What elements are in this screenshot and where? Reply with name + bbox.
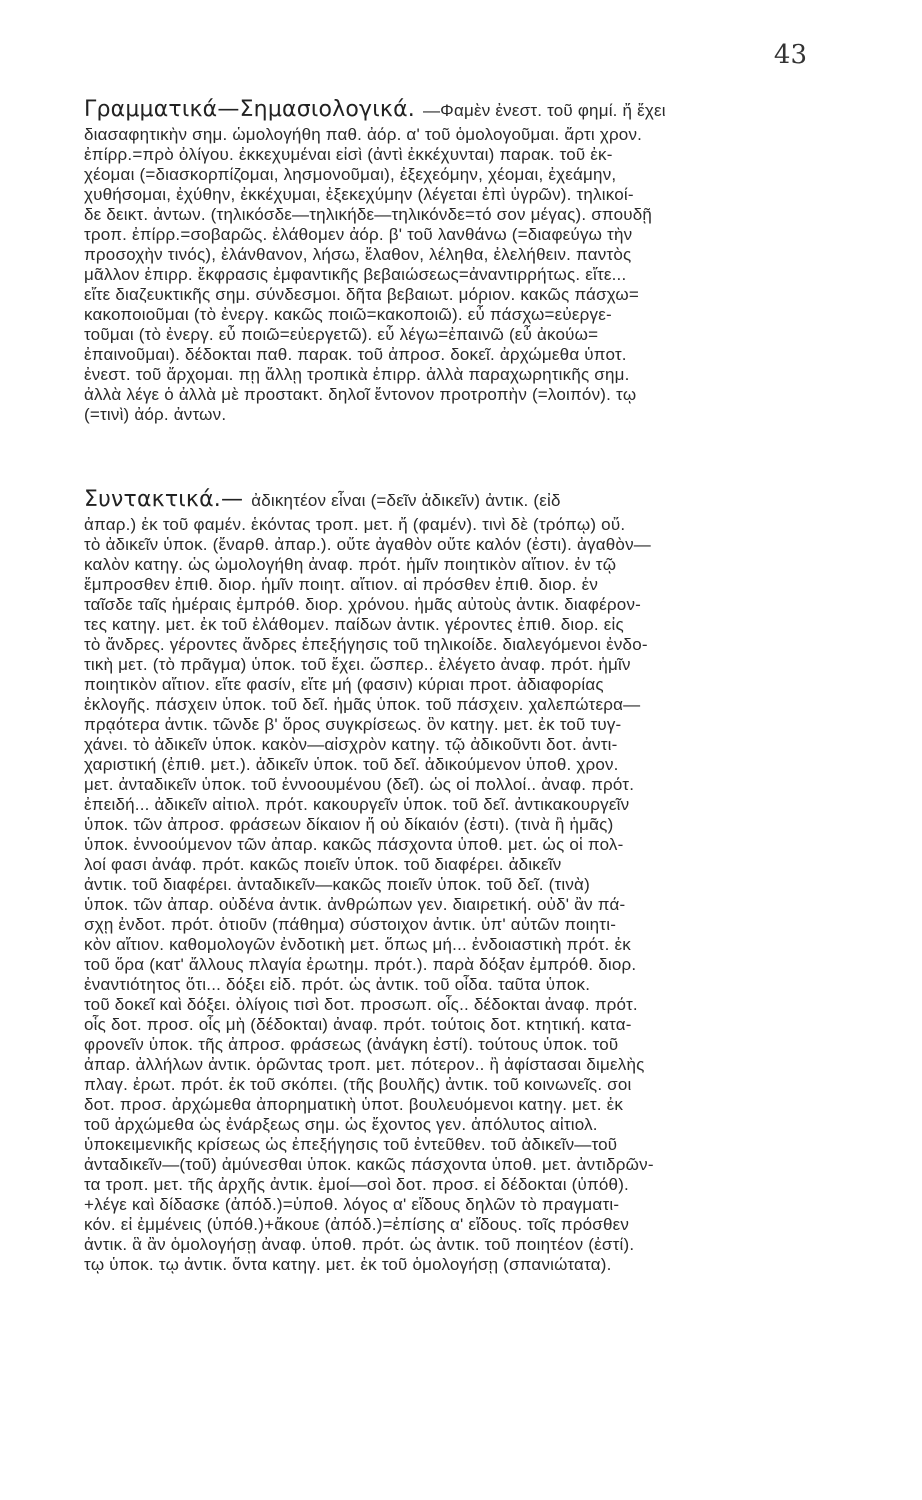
text-line: τὸ ἄνδρες. γέροντες ἄνδρες ἐπεξήγησις τοῦ τηλικοίδε. διαλεγόμενοι ἐνδο- [84, 635, 648, 654]
text-line: ἀντικ. ἃ ἂν ὁμολογήσῃ ἀναφ. ὑποθ. πρότ. ὡς ἀντικ. τοῦ ποιητέον (ἐστί). [84, 1235, 635, 1254]
text-line: εἴτε διαζευκτικῆς σημ. σύνδεσμοι. δῆτα βεβαιωτ. μόριον. κακῶς πάσχω= [84, 285, 640, 304]
line-text: ἀδικητέον εἶναι (=δεῖν ἀδικεῖν) ἀντικ. (εἰδ [251, 491, 561, 510]
text-line: κὸν αἴτιον. καθομολογῶν ἐνδοτικὴ μετ. ὅπως μή... ἐνδοιαστικὴ πρότ. ἐκ [84, 935, 631, 954]
grammatika-section [84, 95, 846, 425]
text-line: κακοποιοῦμαι (τὸ ἐνεργ. κακῶς ποιῶ=κακοποιῶ). εὖ πάσχω=εὐεργε- [84, 305, 612, 324]
text-line: μετ. ἀνταδικεῖν ὑποκ. τοῦ ἐννοουμένου (δεῖ). ὡς οἱ πολλοί.. ἀναφ. πρότ. [84, 775, 635, 794]
text-line: τα τροπ. μετ. τῆς ἀρχῆς ἀντικ. ἐμοί—σοὶ δοτ. προσ. εἰ δέδοκται (ὑπόθ). [84, 1175, 629, 1194]
text-line: φρονεῖν ὑποκ. τῆς ἀπροσ. φράσεως (ἀνάγκη ἐστί). τούτους ὑποκ. τοῦ [84, 1035, 619, 1054]
text-line: οἷς δοτ. προσ. οἷς μὴ (δέδοκται) ἀναφ. πρότ. τούτοις δοτ. κτητική. κατα- [84, 1015, 632, 1034]
text-line: ἐνεστ. τοῦ ἄρχομαι. πῃ ἄλλῃ τροπικὰ ἐπιρρ. ἀλλὰ παραχωρητικῆς σημ. [84, 365, 630, 384]
text-line: πλαγ. ἐρωτ. πρότ. ἐκ τοῦ σκόπει. (τῆς βουλῆς) ἀντικ. τοῦ κοινωνεῖς. σοι [84, 1075, 632, 1094]
text-line: (=τινὶ) ἀόρ. ἀντων. [84, 405, 227, 424]
text-line: ἀλλὰ λέγε ὁ ἀλλὰ μὲ προστακτ. δηλοῖ ἔντονον προτροπὴν (=λοιπόν). τῳ [84, 385, 637, 404]
text-line: χέομαι (=διασκορπίζομαι, λησμονοῦμαι), ἐξεχεόμην, χέομαι, ἐχεάμην, [84, 165, 617, 184]
text-line: καλὸν κατηγ. ὡς ὡμολογήθη ἀναφ. πρότ. ἡμῖν ποιητικὸν αἴτιον. ἐν τῷ [84, 555, 617, 574]
text-line: τοῦμαι (τὸ ἐνεργ. εὖ ποιῶ=εὐεργετῶ). εὖ λέγω=ἐπαινῶ (εὖ ἀκούω= [84, 325, 599, 344]
section-heading: Συντακτικά.— [84, 487, 244, 512]
text-line [84, 485, 846, 515]
text-line: δοτ. προσ. ἀρχώμεθα ἀπορηματικὴ ὑποτ. βουλευόμενοι κατηγ. μετ. ἐκ [84, 1095, 624, 1114]
text-line: τῳ ὑποκ. τῳ ἀντικ. ὄντα κατηγ. μετ. ἐκ τοῦ ὁμολογήσῃ (σπανιώτατα). [84, 1255, 612, 1274]
text-line: λοί φασι ἀνάφ. πρότ. κακῶς ποιεῖν ὑποκ. τοῦ διαφέρει. ἀδικεῖν [84, 855, 562, 874]
text-line [84, 95, 846, 125]
text-line: ἐπαινοῦμαι). δέδοκται παθ. παρακ. τοῦ ἀπροσ. δοκεῖ. ἀρχώμεθα ὑποτ. [84, 345, 627, 364]
text-line: ἐκλογῆς. πάσχειν ὑποκ. τοῦ δεῖ. ἡμᾶς ὑποκ. τοῦ πάσχειν. χαλεπώτερα— [84, 695, 641, 714]
text-line: ἀπαρ. ἀλλήλων ἀντικ. ὁρῶντας τροπ. μετ. πότερον.. ἢ ἀφίστασαι διμελὴς [84, 1055, 645, 1074]
text-line: τροπ. ἐπίρρ.=σοβαρῶς. ἐλάθομεν ἀόρ. β' τοῦ λανθάνω (=διαφεύγω τὴν [84, 225, 633, 244]
text-line: τοῦ ὅρα (κατ' ἄλλους πλαγία ἐρωτημ. πρότ.). παρὰ δόξαν ἐμπρόθ. διορ. [84, 955, 637, 974]
text-line: ἀνταδικεῖν—(τοῦ) ἀμύνεσθαι ὑποκ. κακῶς πάσχοντα ὑποθ. μετ. ἀντιδρῶν- [84, 1155, 654, 1174]
text-line: ὑποκειμενικῆς κρίσεως ὡς ἐπεξήγησις τοῦ ἐντεῦθεν. τοῦ ἀδικεῖν—τοῦ [84, 1135, 618, 1154]
text-line: ἐπίρρ.=πρὸ ὀλίγου. ἐκκεχυμέναι εἰσὶ (ἀντὶ ἐκκέχυνται) παρακ. τοῦ ἐκ- [84, 145, 613, 164]
text-line: τοῦ ἀρχώμεθα ὡς ἐνάρξεως σημ. ὡς ἔχοντος γεν. ἀπόλυτος αἰτιολ. [84, 1115, 598, 1134]
text-line: τικὴ μετ. (τὸ πρᾶγμα) ὑποκ. τοῦ ἔχει. ὥσπερ.. ἐλέγετο ἀναφ. πρότ. ἡμῖν [84, 655, 631, 674]
text-line: πρᾳότερα ἀντικ. τῶνδε β' ὅρος συγκρίσεως. ὃν κατηγ. μετ. ἐκ τοῦ τυγ- [84, 715, 622, 734]
text-line: χάνει. τὸ ἀδικεῖν ὑποκ. κακὸν—αἰσχρὸν κατηγ. τῷ ἀδικοῦντι δοτ. ἀντι- [84, 735, 618, 754]
text-line: ἀπαρ.) ἐκ τοῦ φαμέν. ἑκόντας τροπ. μετ. ἤ (φαμέν). τινὶ δὲ (τρόπῳ) οὔ. [84, 515, 626, 534]
syntaktika-section [84, 485, 846, 1275]
text-line: χυθήσομαι, ἐχύθην, ἐκκέχυμαι, ἐξεκεχύμην (λέγεται ἐπὶ ὑγρῶν). τηλικοί- [84, 185, 634, 204]
text-line: μᾶλλον ἐπιρρ. ἔκφρασις ἐμφαντικῆς βεβαιώσεως=ἀναντιρρήτως. εἴτε... [84, 265, 627, 284]
text-line: τὸ ἀδικεῖν ὑποκ. (ἔναρθ. ἀπαρ.). οὔτε ἀγαθὸν οὔτε καλόν (ἐστι). ἀγαθὸν— [84, 535, 651, 554]
text-line: σχῃ ἐνδοτ. πρότ. ὁτιοῦν (πάθημα) σύστοιχον ἀντικ. ὑπ' αὐτῶν ποιητι- [84, 915, 617, 934]
text-line: ταῖσδε ταῖς ἡμέραις ἐμπρόθ. διορ. χρόνου. ἡμᾶς αὐτοὺς ἀντικ. διαφέρον- [84, 595, 642, 614]
section-heading: Γραμματικά—Σημασιολογικά. [84, 97, 415, 122]
text-line: ἐπειδή... ἀδικεῖν αἰτιολ. πρότ. κακουργεῖν ὑποκ. τοῦ δεῖ. ἀντικακουργεῖν [84, 795, 630, 814]
text-line: ἐναντιότητος ὅτι... δόξει εἰδ. πρότ. ὡς ἀντικ. τοῦ οἶδα. ταῦτα ὑποκ. [84, 975, 591, 994]
text-line: τοῦ δοκεῖ καὶ δόξει. ὀλίγοις τισὶ δοτ. προσωπ. οἷς.. δέδοκται ἀναφ. πρότ. [84, 995, 638, 1014]
text-line: διασαφητικὴν σημ. ὡμολογήθη παθ. ἀόρ. α' τοῦ ὁμολογοῦμαι. ἄρτι χρον. [84, 125, 643, 144]
text-line: κόν. εἰ ἐμμένεις (ὑπόθ.)+ἄκουε (ἀπόδ.)=ἐπίσης α' εἴδους. τοῖς πρόσθεν [84, 1215, 630, 1234]
page-number: 43 [773, 40, 807, 70]
text-line: ὑποκ. τῶν ἀπαρ. οὐδένα ἀντικ. ἀνθρώπων γεν. διαιρετική. οὐδ' ἂν πά- [84, 895, 626, 914]
text-line: ὑποκ. ἐννοούμενον τῶν ἀπαρ. κακῶς πάσχοντα ὑποθ. μετ. ὡς οἱ πολ- [84, 835, 624, 854]
text-line: +λέγε καὶ δίδασκε (ἀπόδ.)=ὑποθ. λόγος α' εἴδους δηλῶν τὸ πραγματι- [84, 1195, 620, 1214]
line-text: —Φαμὲν ἐνεστ. τοῦ φημί. ἤ ἔχει [422, 101, 666, 120]
text-line: δε δεικτ. ἀντων. (τηλικόσδε—τηλικήδε—τηλικόνδε=τό σον μέγας). σπουδῇ [84, 205, 653, 224]
text-line: ἔμπροσθεν ἐπιθ. διορ. ἡμῖν ποιητ. αἴτιον. αἱ πρόσθεν ἐπιθ. διορ. ἐν [84, 575, 599, 594]
text-line: προσοχὴν τινός), ἐλάνθανον, λήσω, ἔλαθον, λέληθα, ἐλελήθειν. παντὸς [84, 245, 632, 264]
text-line: τες κατηγ. μετ. ἐκ τοῦ ἐλάθομεν. παίδων ἀντικ. γέροντες ἐπιθ. διορ. εἰς [84, 615, 624, 634]
text-line: χαριστική (ἐπιθ. μετ.). ἀδικεῖν ὑποκ. τοῦ δεῖ. ἀδικούμενον ὑποθ. χρον. [84, 755, 619, 774]
text-line: ἀντικ. τοῦ διαφέρει. ἀνταδικεῖν—κακῶς ποιεῖν ὑποκ. τοῦ δεῖ. (τινὰ) [84, 875, 590, 894]
text-line: ποιητικὸν αἴτιον. εἴτε φασίν, εἴτε μή (φασιν) κύριαι προτ. ἀδιαφορίας [84, 675, 604, 694]
text-line: ὑποκ. τῶν ἀπροσ. φράσεων δίκαιον ἤ οὐ δίκαιόν (ἐστι). (τινὰ ἢ ἡμᾶς) [84, 815, 614, 834]
